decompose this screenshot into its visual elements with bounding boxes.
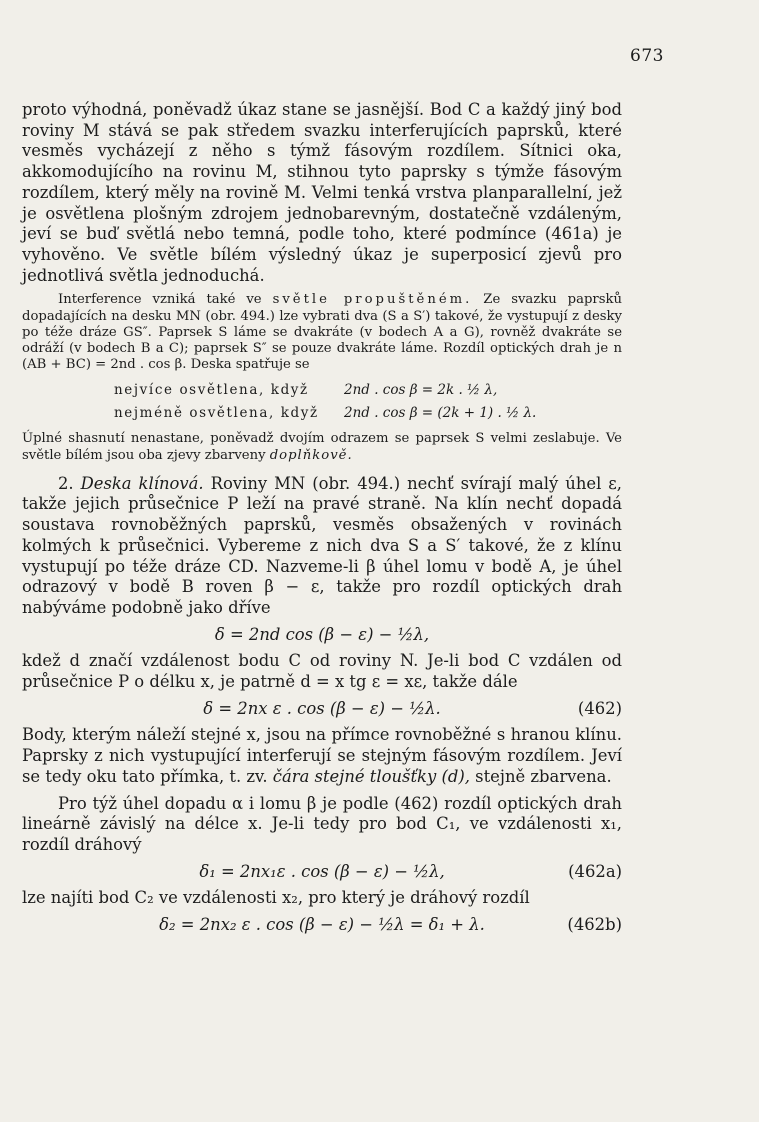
equation-462a <box>22 862 622 883</box>
paragraph-6-rest: stejně zbarvena. <box>475 766 612 786</box>
paragraph-6-italic: čára stejné tloušťky (d), <box>272 766 470 786</box>
paragraph-4-number: 2. <box>58 473 74 493</box>
paragraph-1: proto výhodná, poněvadž úkaz stane se jasnější. Bod C a každý jiný bod roviny M stává se pak středem svazku interferujících paprsků, které vesměs vycházejí z něho s týmž fásovým rozdílem. Sítnici oka, akkomodujícího na rovinu M, stihnou tyto paprsky s týmže fásovým rozdílem, který měly na rovině M. Velmi tenká vrstva planparallelní, jež je osvětlena plošným zdrojem jednobarevným, dostatečně vzdáleným, jeví se buď světlá nebo temná, podle toho, které podmínce (461a) je vyhověno. Ve světle bílém výsledný úkaz je superposicí zjevů pro jednotlivá světla jednoduchá. <box>22 100 622 285</box>
paragraph-5: kdež d značí vzdálenost bodu C od roviny N. Je-li bod C vzdálen od průsečnice P o délku x, je patrně d = x tg ε = xε, takže dále <box>22 651 622 692</box>
equation-462b-formula: δ₂ = 2nx₂ ε . cos (β − ε) − ½λ = δ₁ + λ. <box>159 915 485 935</box>
equation-462-formula: δ = 2nx ε . cos (β − ε) − ½λ. <box>203 698 441 718</box>
paragraph-6 <box>22 725 622 787</box>
paragraph-8: lze najíti bod C₂ ve vzdálenosti x₂, pro který je dráhový rozdíl <box>22 888 530 908</box>
equation-462a-formula: δ₁ = 2nx₁ε . cos (β − ε) − ½λ, <box>199 861 445 881</box>
paragraph-2-lead: Interference vzniká také ve <box>58 292 262 308</box>
paragraph-3-italic: doplňkově. <box>269 447 353 463</box>
comparison-row-1 <box>22 379 622 402</box>
comparison-row-2 <box>22 402 622 425</box>
paragraph-4-rest: Roviny MN (obr. 494.) nechť svírají malý úhel ε, takže jejich průsečnice P leží na pravé straně. Na klín nechť dopadá soustava rovnoběžných paprsků, vesměs obsažených v rovinách kolmých k průsečnici. Vybereme z nich dva S a S′ takové, že z klínu vystupují po téže dráze CD. Nazveme-li β úhel lomu v bodě A, je úhel odrazový v bodě B roven β − ε, takže pro rozdíl optických drah nabýváme podobně jako dříve <box>22 473 623 617</box>
paragraph-3-lead: Úplné shasnutí nenastane, poněvadž dvojím odrazem se paprsek S velmi zeslabuje. Ve světle bílém jsou oba zjevy zbarveny <box>22 431 622 463</box>
paragraph-7: Pro týž úhel dopadu α i lomu β je podle (462) rozdíl optických drah lineárně závislý na délce x. Je-li tedy pro bod C₁, ve vzdálenosti x₁, rozdíl dráhový <box>22 793 622 854</box>
comparison-formula-1: 2nd . cos β = 2k . ½ λ, <box>344 382 498 399</box>
paragraph-2 <box>22 292 622 373</box>
paragraph-3 <box>22 431 622 463</box>
comparison-label-1: nejvíce osvětlena, když <box>114 382 309 399</box>
equation-462a-number: (462a) <box>568 861 622 881</box>
equation-462 <box>22 699 622 720</box>
paragraph-6-lead: Body, kterým náleží stejné x, jsou na přímce rovnoběžné s hranou klínu. Paprsky z nich vystupující interferují se stejným fásovým rozdílem. Jeví se tedy oku tato přímka, t. zv. <box>22 725 622 786</box>
equation-delta-wedge: δ = 2nd cos (β − ε) − ½λ, <box>214 624 430 644</box>
equation-462b <box>22 915 622 936</box>
paragraph-4 <box>22 474 622 619</box>
paragraph-2-spaced: světle propuštěném. <box>272 292 473 308</box>
paragraph-2-rest: Ze svazku paprsků dopadajících na desku MN (obr. 494.) lze vybrati dva (S a S′) takové, že vystupují z desky po téže dráze GS″. Paprsek S láme se dvakráte (v bodech A a G), rovněž dvakráte se odráží (v bodech B a C); paprsek S″ se pouze dvakráte láme. Rozdíl optických drah je n (AB + BC) = 2nd . cos β. Deska spatřuje se <box>22 292 622 373</box>
equation-462b-number: (462b) <box>567 915 622 935</box>
comparison-formula-2: 2nd . cos β = (2k + 1) . ½ λ. <box>344 405 537 422</box>
page-number: 673 <box>630 46 664 66</box>
page-body <box>22 100 622 936</box>
equation-462-number: (462) <box>577 698 622 718</box>
paragraph-4-title: Deska klínová. <box>80 473 204 493</box>
comparison-label-2: nejméně osvětlena, když <box>114 405 319 422</box>
